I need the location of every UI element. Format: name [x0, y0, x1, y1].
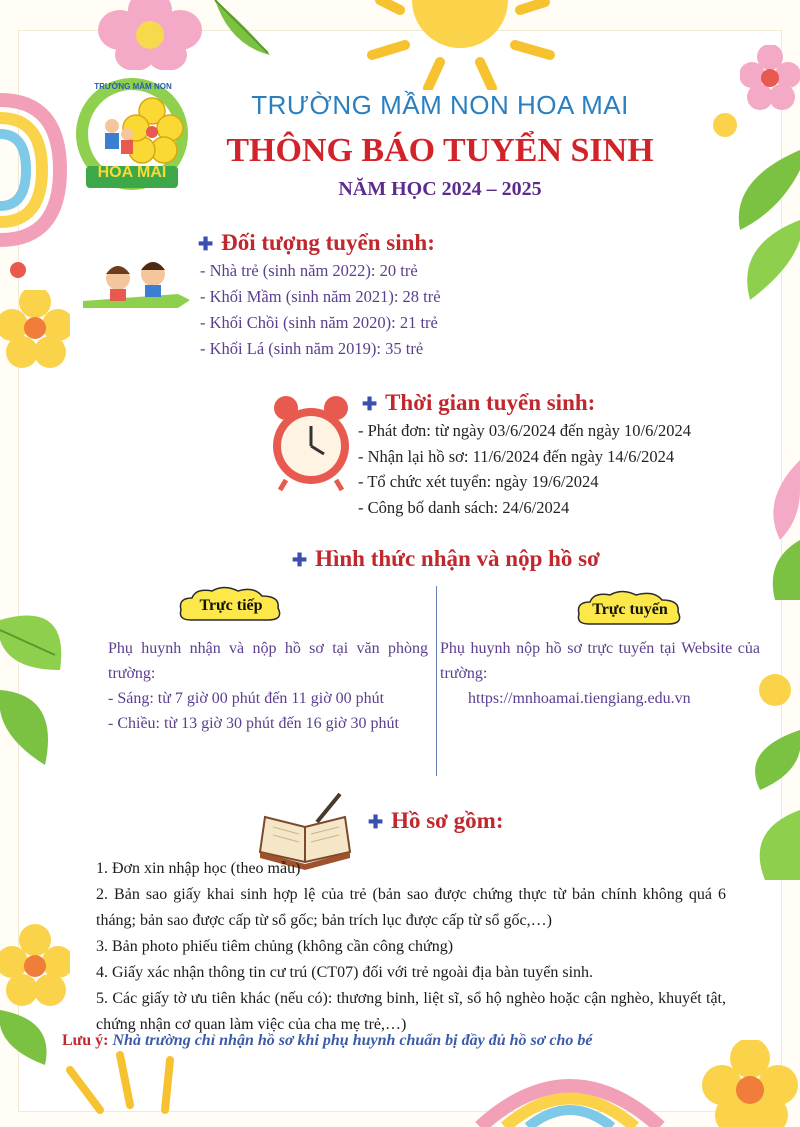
- badge-label: Trực tuyến: [592, 601, 668, 618]
- school-year: NĂM HỌC 2024 – 2025: [338, 178, 542, 200]
- badge-in-person: [176, 586, 286, 626]
- page-title: THÔNG BÁO TUYỂN SINH: [226, 132, 654, 169]
- children-illustration: [78, 256, 193, 316]
- online-info: [440, 636, 760, 711]
- list-item: - Phát đơn: từ ngày 03/6/2024 đến ngày 10/6/2024: [358, 421, 691, 440]
- yellow-flower-icon: [0, 920, 70, 1020]
- note: [62, 1032, 742, 1050]
- logo-ring-text: TRƯỜNG MẦM NON: [94, 82, 172, 91]
- in-person-info: [108, 636, 428, 736]
- in-person-afternoon: - Chiều: từ 13 giờ 30 phút đến 16 giờ 30 phút: [108, 715, 399, 732]
- note-text: Nhà trường chỉ nhận hồ sơ khi phụ huynh chuẩn bị đầy đủ hồ sơ cho bé: [112, 1032, 593, 1049]
- section-documents-title: [368, 808, 504, 834]
- admission-time-list: [358, 418, 758, 520]
- dot-icon: [8, 260, 28, 280]
- section-title-text: Hồ sơ gồm:: [391, 808, 504, 833]
- rainbow-icon: [0, 90, 70, 250]
- pink-flower-icon: [95, 0, 205, 70]
- yellow-flower-icon: [0, 290, 70, 370]
- column-divider: [436, 586, 437, 776]
- list-item: - Khối Chồi (sinh năm 2020): 21 trẻ: [200, 313, 438, 332]
- list-item: - Khối Mầm (sinh năm 2021): 28 trẻ: [200, 287, 441, 306]
- pink-flower-icon: [740, 45, 800, 115]
- section-submission-method-title: [292, 546, 600, 572]
- dot-icon: [710, 110, 740, 140]
- list-item: 4. Giấy xác nhận thông tin cư trú (CT07) đối với trẻ ngoài địa bàn tuyển sinh.: [96, 964, 594, 981]
- dot-icon: [755, 670, 795, 710]
- rainbow-icon: [470, 1055, 670, 1127]
- rainbow-icon: [60, 1050, 280, 1127]
- list-item: - Khối Lá (sinh năm 2019): 35 trẻ: [200, 339, 424, 358]
- in-person-morning: - Sáng: từ 7 giờ 00 phút đến 11 giờ 00 phút: [108, 690, 385, 707]
- school-name: TRƯỜNG MẦM NON HOA MAI: [251, 90, 629, 120]
- badge-online: [574, 590, 686, 630]
- list-item: 2. Bản sao giấy khai sinh hợp lệ của trẻ (bản sao được chứng thực từ bản chính không quá 6 tháng; bản sao được cấp từ sổ gốc; bản trích lục được cấp từ sổ gốc,…): [96, 886, 726, 929]
- note-label: Lưu ý:: [62, 1032, 109, 1049]
- list-item: - Tổ chức xét tuyển: ngày 19/6/2024: [358, 472, 599, 491]
- online-intro: Phụ huynh nộp hồ sơ trực tuyến tại Website của trường:: [440, 640, 760, 682]
- section-title-text: Hình thức nhận và nộp hồ sơ: [315, 546, 600, 571]
- list-item: - Công bố danh sách: 24/6/2024: [358, 497, 570, 517]
- yellow-flower-icon: [700, 1040, 800, 1127]
- list-item: 1. Đơn xin nhập học (theo mẫu): [96, 860, 301, 877]
- bullet-icon: ✚: [362, 394, 378, 414]
- list-item: - Nhận lại hồ sơ: 11/6/2024 đến ngày 14/6/2024: [358, 446, 675, 466]
- bullet-icon: ✚: [198, 234, 214, 254]
- leaf-icon: [720, 150, 800, 310]
- list-item: 3. Bản photo phiếu tiêm chủng (không cần công chứng): [96, 938, 454, 955]
- leaf-icon: [760, 460, 800, 600]
- website-link[interactable]: https://mnhoamai.tiengiang.edu.vn: [468, 690, 691, 707]
- documents-list: [96, 856, 726, 1038]
- leaf-icon: [0, 600, 80, 770]
- leaf-icon: [740, 730, 800, 880]
- list-item: 5. Các giấy tờ ưu tiên khác (nếu có): thương binh, liệt sĩ, sổ hộ nghèo hoặc cận nghèo, khuyết tật, chứng nhận cơ quan làm việc của cha mẹ trẻ,…): [96, 990, 726, 1033]
- section-title-text: Đối tượng tuyển sinh:: [221, 230, 435, 255]
- leaf-icon: [0, 1010, 60, 1070]
- list-item: - Nhà trẻ (sinh năm 2022): 20 trẻ: [200, 261, 418, 280]
- in-person-intro: Phụ huynh nhận và nộp hồ sơ tại văn phòng trường:: [108, 640, 428, 682]
- sun-icon: [360, 0, 560, 90]
- leaf-icon: [210, 0, 280, 60]
- logo-text: HOA MAI: [97, 164, 167, 181]
- admission-target-list: [200, 258, 580, 362]
- bullet-icon: ✚: [292, 550, 308, 570]
- badge-label: Trực tiếp: [199, 597, 263, 614]
- bullet-icon: ✚: [368, 812, 384, 832]
- alarm-clock-icon: [266, 396, 356, 492]
- section-admission-time-title: [362, 390, 595, 416]
- section-title-text: Thời gian tuyển sinh:: [385, 390, 596, 415]
- section-admission-target-title: [198, 230, 435, 256]
